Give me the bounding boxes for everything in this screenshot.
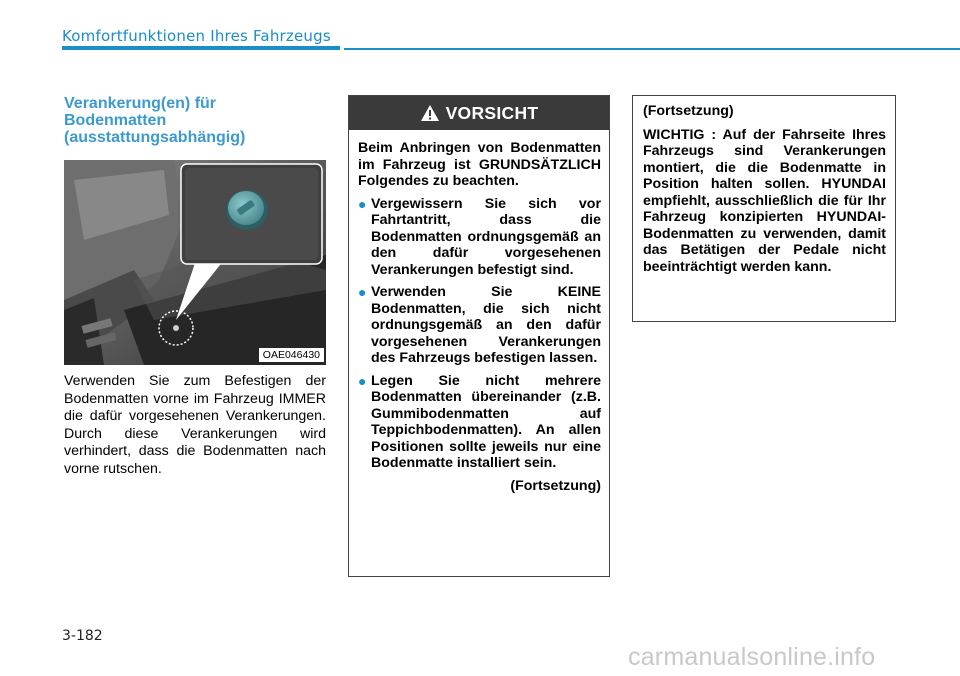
watermark: carmanualsonline.info	[628, 643, 876, 671]
section-heading-line: (ausstattungsabhängig)	[64, 129, 246, 146]
list-item	[358, 284, 601, 367]
bullet-text: Verwenden Sie KEINE Bodenmatten, die sich nicht ordnungsgemäß an den dafür vorgesehenen Verankerungen des Fahrzeugs befestigen lassen.	[371, 284, 601, 366]
header-bar-thick	[62, 46, 340, 50]
section-heading	[64, 95, 334, 146]
warning-triangle-icon	[420, 104, 440, 122]
body-text: Verwenden Sie zum Befestigen der Bodenmatten vorne im Fahrzeug IMMER die dafür vorgesehenen Verankerungen. Durch diese Verankerungen wird verhindert, dass die Bodenmatten nach vorne rutschen.	[64, 373, 326, 477]
caution-box	[348, 95, 610, 577]
bullet-dot-icon: ●	[358, 195, 367, 212]
header-title: Komfortfunktionen Ihres Fahrzeugs	[62, 27, 331, 45]
bullet-text: Legen Sie nicht mehrere Bodenmatten übereinander (z.B. Gummibodenmatten auf Teppichbodenmatten). An allen Positionen sollte jeweils nur eine Bodenmatte installiert sein.	[371, 372, 601, 471]
continuation-text: WICHTIG : Auf der Fahrseite Ihres Fahrzeugs sind Verankerungen montiert, die die Bodenmatte in Position halten sollen. HYUNDAI empfiehlt, ausschließlich die für Ihr Fahrzeug konzipierten HYUNDAI-Bodenmatten zu verwenden, damit das Betätigen der Pedale nicht beeinträchtigt werden kann.	[643, 126, 886, 275]
section-heading-line: Bodenmatten	[64, 112, 167, 129]
caution-body	[349, 130, 609, 494]
illustration-svg	[64, 160, 326, 365]
caution-continued: (Fortsetzung)	[510, 477, 601, 494]
bullet-text: Vergewissern Sie sich vor Fahrtantritt, dass die Bodenmatten ordnungsgemäß an den dafür vorgesehenen Verankerungen befestigt sind.	[371, 195, 601, 278]
list-item	[358, 373, 601, 472]
page-number: 3-182	[62, 628, 103, 644]
header-bar-thin	[344, 48, 960, 50]
figure-code: OAE046430	[259, 348, 324, 362]
caution-header	[349, 96, 609, 130]
caution-title: VORSICHT	[445, 102, 539, 123]
bullet-dot-icon: ●	[358, 372, 367, 389]
section-heading-line: Verankerung(en) für	[64, 95, 217, 112]
caution-intro: Beim Anbringen von Bodenmatten im Fahrzeug ist GRUNDSÄTZLICH Folgendes zu beachten.	[358, 140, 601, 189]
continuation-label: (Fortsetzung)	[643, 103, 734, 119]
floor-mat-anchor-illustration	[64, 160, 326, 365]
list-item	[358, 196, 601, 279]
continuation-box	[632, 95, 896, 322]
bullet-dot-icon: ●	[358, 284, 367, 300]
